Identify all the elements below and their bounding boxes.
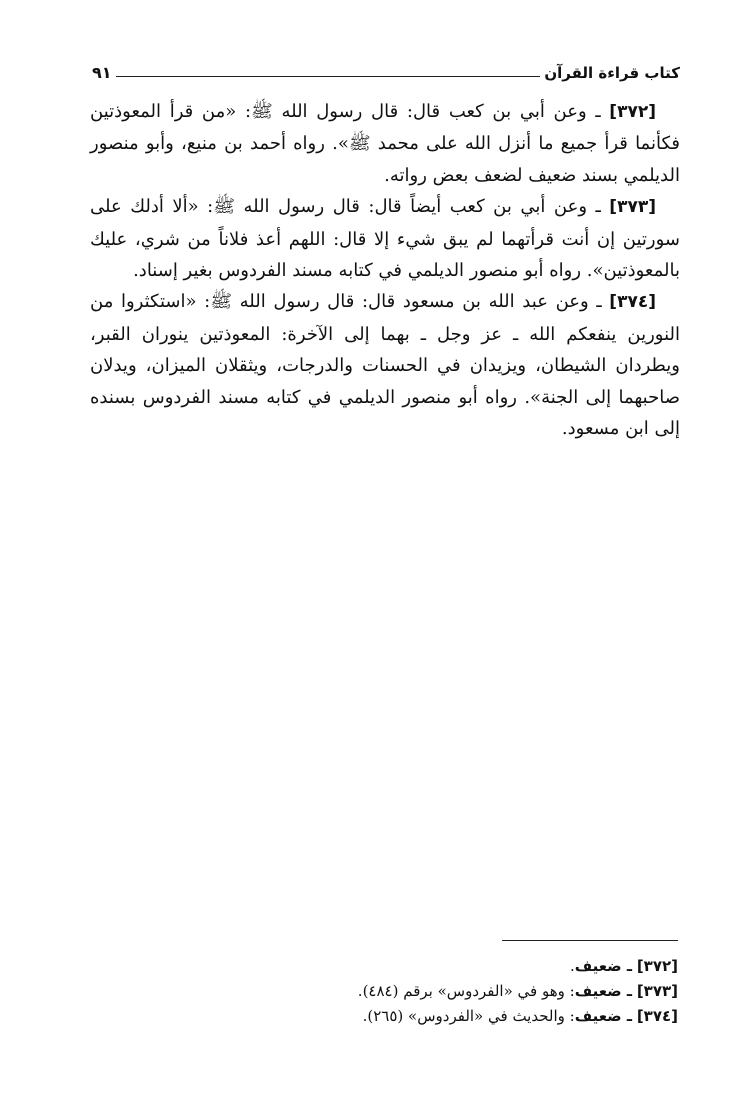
hadith-number: [٣٧٢] [609,102,656,122]
footnote-grade: ـ ضعيف [574,1007,633,1025]
page-number: ٩١ [92,63,112,82]
footnote-grade: ـ ضعيف [574,957,633,975]
hadith-text: ـ وعن أبي بن كعب أيضاً قال: قال رسول الله ﷺ: «ألا أدلك على سورتين إن أنت قرأتهما لم يبق شيء إلا قال: اللهم أعذ فلاناً من شري، عليك بالمعوذتين». رواه أبو منصور الديلمي في كتابه مسند الفردوس بغير إسناد. [90,196,680,282]
hadith-number: [٣٧٣] [609,197,656,218]
footnote-374 [140,1004,678,1029]
footnote-text: : والحديث في «الفردوس» (٢٦٥). [362,1007,575,1025]
hadith-372 [90,96,680,191]
footnote-number: [٣٧٣] [636,982,678,1000]
chapter-title: كتاب قراءة القرآن [544,64,680,82]
footnote-number: [٣٧٢] [636,957,678,975]
hadith-number: [٣٧٤] [609,292,656,313]
footnote-373 [140,979,678,1004]
footnotes [140,954,678,1029]
running-header [92,52,680,82]
footnote-text: : وهو في «الفردوس» برقم (٤٨٤). [357,982,575,1000]
hadith-374 [90,286,680,444]
hadith-text: ـ وعن أبي بن كعب قال: قال رسول الله ﷺ: «من قرأ المعوذتين فكأنما قرأ جميع ما أنزل الله على محمد ﷺ». رواه أحمد بن منيع، وأبو منصور الديلمي بسند ضعيف لضعف بعض رواته. [90,101,680,186]
hadith-373 [90,191,680,286]
footnote-separator [502,940,678,941]
footnote-number: [٣٧٤] [636,1007,678,1025]
main-text [90,96,680,444]
hadith-text: ـ وعن عبد الله بن مسعود قال: قال رسول الله ﷺ: «استكثروا من النورين ينفعكم الله ـ عز وجل ـ بهما إلى الآخرة: المعوذتين ينوران القبر، ويطردان الشيطان، ويزيدان في الحسنات والدرجات، ويثقلان الميزان، ويدلان صاحبهما إلى الجنة». رواه أبو منصور الديلمي في كتابه مسند الفردوس بسنده إلى ابن مسعود. [90,291,680,440]
footnote-372 [140,954,678,979]
footnote-text: . [569,957,575,975]
header-rule [116,76,541,77]
footnote-grade: ـ ضعيف [574,982,633,1000]
